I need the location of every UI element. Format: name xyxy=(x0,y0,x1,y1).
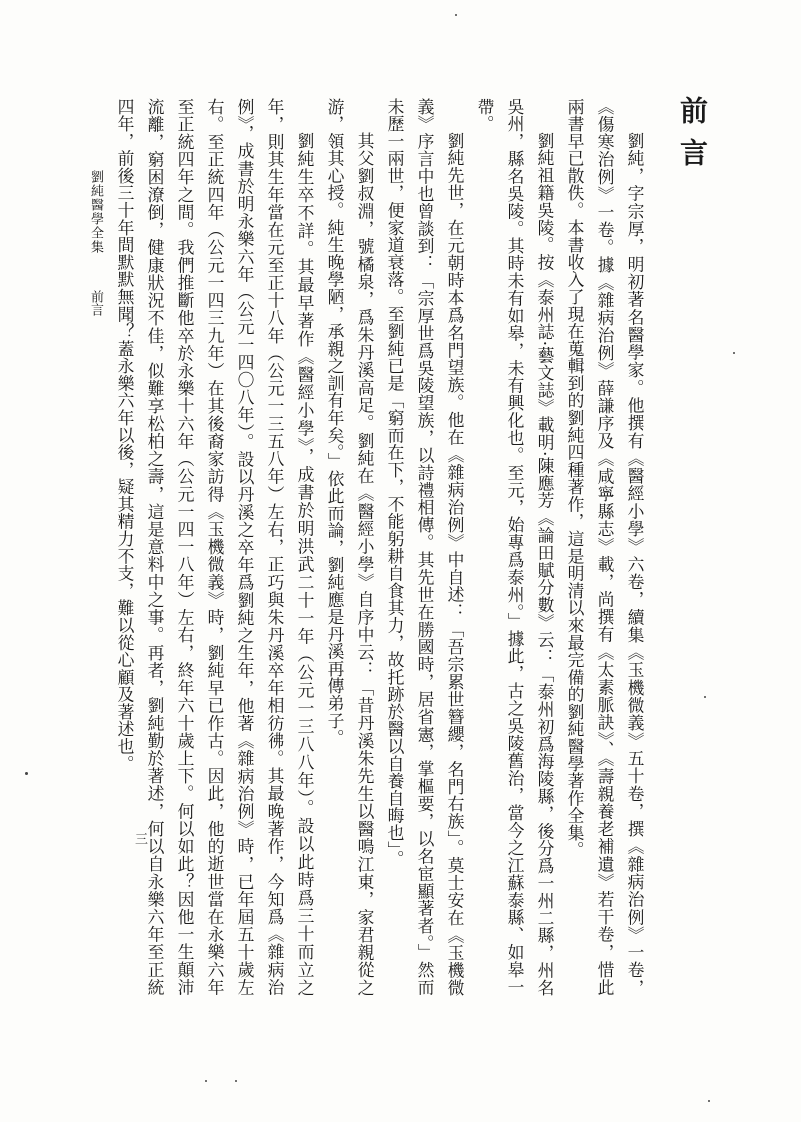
section-label: 前言 xyxy=(88,290,103,316)
page-title: 前言 xyxy=(676,96,709,180)
scan-speck xyxy=(708,1100,710,1102)
scan-speck xyxy=(25,772,28,775)
scan-speck xyxy=(704,696,706,698)
paragraph-3: 劉純先世，在元朝時本爲名門望族。他在《雜病治例》中自述：「吾宗累世簪纓，名門右族」。莫士安在《玉機微義》序言中也曾談到：「宗厚世爲吳陵望族，以詩禮相傳。其先世在勝國時，居省憲，掌樞要，以名宦顯著者。」然而未歷一兩世，便家道衰落。至劉純已是「窮而在下，不能躬耕自食其力，故托跡於醫以自養自晦也」。 xyxy=(385,98,465,996)
running-head: 劉純醫學全集 xyxy=(88,170,103,254)
page-number: 三 xyxy=(132,832,147,845)
scan-speck xyxy=(205,1080,207,1082)
paragraph-2: 劉純祖籍吳陵。按《泰州誌·藝文誌》載明·陳應芳《論田賦分數》云：「泰州初爲海陵縣，後分爲一州二縣，州名吳州，縣名吳陵。其時未有如皋，未有興化也。至元，始專爲泰州。」據此，古之吳陵舊治，當今之江蘇泰縣、如皋一帶。 xyxy=(475,98,555,996)
paragraph-1: 劉純，字宗厚，明初著名醫學家。他撰有《醫經小學》六卷，續集《玉機微義》五十卷，撰《雜病治例》一卷，《傷寒治例》一卷。據《雜病治例》薛謙序及《咸寧縣志》載，尚撰有《太素脈訣》、《壽親養老補遺》若干卷，惜此兩書早已散佚。本書收入了現在蒐輯到的劉純四種著作，這是明清以來最完備的劉純醫學著作全集。 xyxy=(565,98,645,996)
paragraph-5: 劉純生卒不詳。其最早著作《醫經小學》，成書於明洪武二十一年（公元一三八八年）。設以此時爲三十而立之年，則其生年當在元至正十八年（公元一三五八年）左右，正巧與朱丹溪卒年相彷彿。其最晚著作，今知爲《雜病治例》，成書於明永樂六年（公元一四〇八年）。設以丹溪之卒年爲劉純之生年，他著《雜病治例》時，已年屆五十歲左右。至正統四年（公元一四三九年）在其後裔家訪得《玉機微義》時，劉純早已作古。因此，他的逝世當在永樂六年至正統四年之間。我們推斷他卒於永樂十六年（公元一四一八年）左右，終年六十歲上下。何以如此？因他一生顛沛流離，窮困潦倒，健康狀況不佳，似難享松柏之壽，這是意料中之事。再者，劉純勤於著述，何以自永樂六年至正統四年，前後三十年間默默無聞？蓋永樂六年以後，疑其精力不支，難以從心顧及著述也。 xyxy=(115,98,315,996)
scan-speck xyxy=(455,14,457,16)
body-text xyxy=(110,98,650,996)
scan-speck xyxy=(235,1080,237,1082)
paragraph-4: 其父劉叔淵，號橘泉，爲朱丹溪高足。劉純在《醫經小學》自序中云：「昔丹溪朱先生以醫鳴江東，家君親從之游，領其心授。純生晚學陋，承親之訓有年矣。」依此而論，劉純應是丹溪再傳弟子。 xyxy=(325,98,375,996)
scan-speck xyxy=(733,352,735,354)
